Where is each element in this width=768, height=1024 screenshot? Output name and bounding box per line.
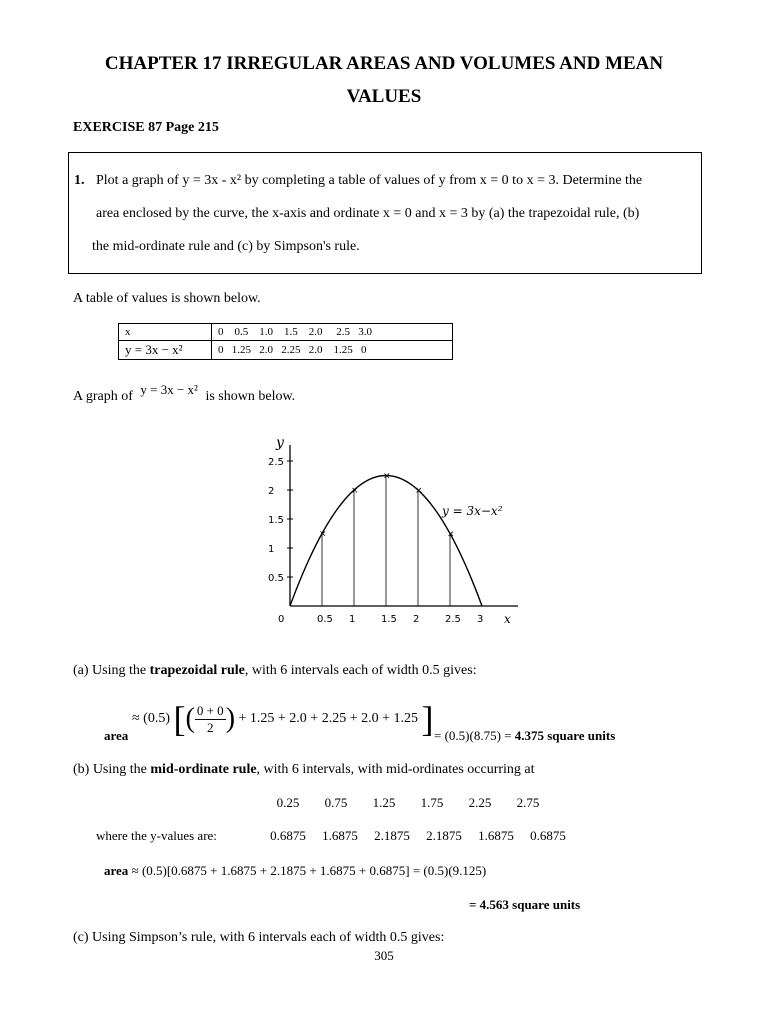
mid-ordinate: 2.25 — [468, 795, 492, 810]
part-a-frac-den: 2 — [207, 719, 214, 735]
bracket-open-icon: [ — [173, 699, 186, 739]
part-b-rule: mid-ordinate rule — [150, 762, 257, 777]
part-a-result — [434, 728, 615, 744]
y-value: 2.1875 — [374, 828, 410, 843]
x-axis-label: x — [504, 612, 511, 626]
data-point: × — [319, 529, 327, 540]
data-point: × — [447, 529, 455, 540]
y-tick-label: 0.5 — [268, 573, 284, 584]
y-tick-label: 2.5 — [268, 457, 284, 468]
y-tick-label: 1.5 — [268, 515, 284, 526]
parabola-chart — [250, 425, 530, 647]
part-a-terms: + 1.25 + 2.0 + 2.25 + 2.0 + 1.25 — [238, 711, 418, 726]
question-number: 1. — [74, 173, 85, 188]
y-tick-label: 2 — [268, 486, 275, 497]
x-tick-label: 0.5 — [317, 614, 333, 625]
y-values-row — [96, 828, 574, 844]
table-intro: A table of values is shown below. — [73, 291, 261, 306]
part-b-area-label: area — [104, 863, 129, 878]
mid-ordinates-row — [264, 795, 552, 811]
part-a-intro — [73, 663, 477, 679]
x-tick-label: 0 — [278, 614, 285, 625]
question-line2: area enclosed by the curve, the x-axis and ordinate x = 0 and x = 3 by (a) the trapezoidal rule, (b) — [96, 206, 640, 221]
part-a-suffix: , with 6 intervals each of width 0.5 gives: — [244, 663, 477, 678]
graph-intro — [73, 382, 296, 405]
part-a-approx: ≈ (0.5) — [132, 711, 171, 727]
x-tick-label: 1.5 — [381, 614, 397, 625]
data-point: × — [383, 471, 391, 482]
part-b-result: = 4.563 square units — [469, 897, 581, 912]
part-a-result-plain: = (0.5)(8.75) = — [434, 728, 515, 743]
y-axis-label: y — [276, 435, 284, 451]
graph-intro-prefix: A graph of — [73, 389, 133, 404]
graph-intro-suffix: is shown below. — [205, 389, 296, 404]
part-a-frac-num: 0 + 0 — [196, 702, 224, 718]
part-b-prefix: (b) Using the — [73, 762, 151, 777]
part-a-rule: trapezoidal rule — [149, 663, 245, 678]
chapter-title-line1: CHAPTER 17 IRREGULAR AREAS AND VOLUMES AND MEAN — [104, 53, 664, 74]
x-tick-label: 1 — [349, 614, 356, 625]
data-point: × — [351, 486, 359, 496]
part-a-fraction — [195, 703, 226, 736]
y-value: 0.6875 — [530, 828, 566, 843]
question-line3: the mid-ordinate rule and (c) by Simpson's rule. — [92, 239, 360, 254]
part-b-intro — [73, 762, 535, 778]
table-cell-y-values: 0 1.25 2.0 2.25 2.0 1.25 0 — [212, 341, 453, 360]
mid-ordinate: 1.75 — [420, 795, 444, 810]
page-number: 305 — [374, 948, 394, 963]
paren-open-icon: ( — [185, 703, 195, 734]
value-table — [118, 323, 453, 360]
y-value: 1.6875 — [322, 828, 358, 843]
part-b-area-expr: ≈ (0.5)[0.6875 + 1.6875 + 2.1875 + 1.6875 + 0.6875] = (0.5)(9.125) — [128, 863, 487, 878]
part-a-result-bold: 4.375 square units — [514, 728, 616, 743]
part-b-suffix: , with 6 intervals, with mid-ordinates occurring at — [256, 762, 535, 777]
y-value: 2.1875 — [426, 828, 462, 843]
mid-ordinate: 0.25 — [276, 795, 300, 810]
question-line1: Plot a graph of y = 3x - x² by completing a table of values of y from x = 0 to x = 3. Determine the — [96, 173, 643, 188]
bracket-close-icon: ] — [421, 699, 434, 739]
paren-close-icon: ) — [225, 703, 236, 734]
part-b-area — [104, 863, 486, 879]
mid-ordinate: 2.75 — [516, 795, 540, 810]
table-cell-y-label: y = 3x − x² — [119, 341, 212, 360]
table-cell-x-label: x — [119, 324, 212, 341]
table-row — [119, 324, 453, 341]
table-cell-x-values: 0 0.5 1.0 1.5 2.0 2.5 3.0 — [212, 324, 453, 341]
part-a-area-label: area — [104, 728, 129, 743]
y-values-label: where the y-values are: — [96, 828, 217, 843]
y-value: 1.6875 — [478, 828, 514, 843]
exercise-heading: EXERCISE 87 Page 215 — [73, 120, 219, 135]
part-c-intro: (c) Using Simpson’s rule, with 6 intervals each of width 0.5 gives: — [73, 930, 445, 945]
graph-intro-formula: y = 3x − x² — [140, 382, 198, 397]
curve-label: y = 3x−x² — [442, 504, 503, 518]
y-tick-label: 1 — [268, 544, 275, 555]
data-point: × — [415, 486, 423, 496]
x-tick-label: 2.5 — [445, 614, 461, 625]
part-a-formula — [132, 698, 434, 740]
mid-ordinate: 0.75 — [324, 795, 348, 810]
mid-ordinate: 1.25 — [372, 795, 396, 810]
chapter-title-line2: VALUES — [346, 86, 422, 107]
x-tick-label: 3 — [477, 614, 484, 625]
y-value: 0.6875 — [270, 828, 306, 843]
table-row — [119, 341, 453, 360]
part-a-prefix: (a) Using the — [73, 663, 150, 678]
x-tick-label: 2 — [413, 614, 420, 625]
